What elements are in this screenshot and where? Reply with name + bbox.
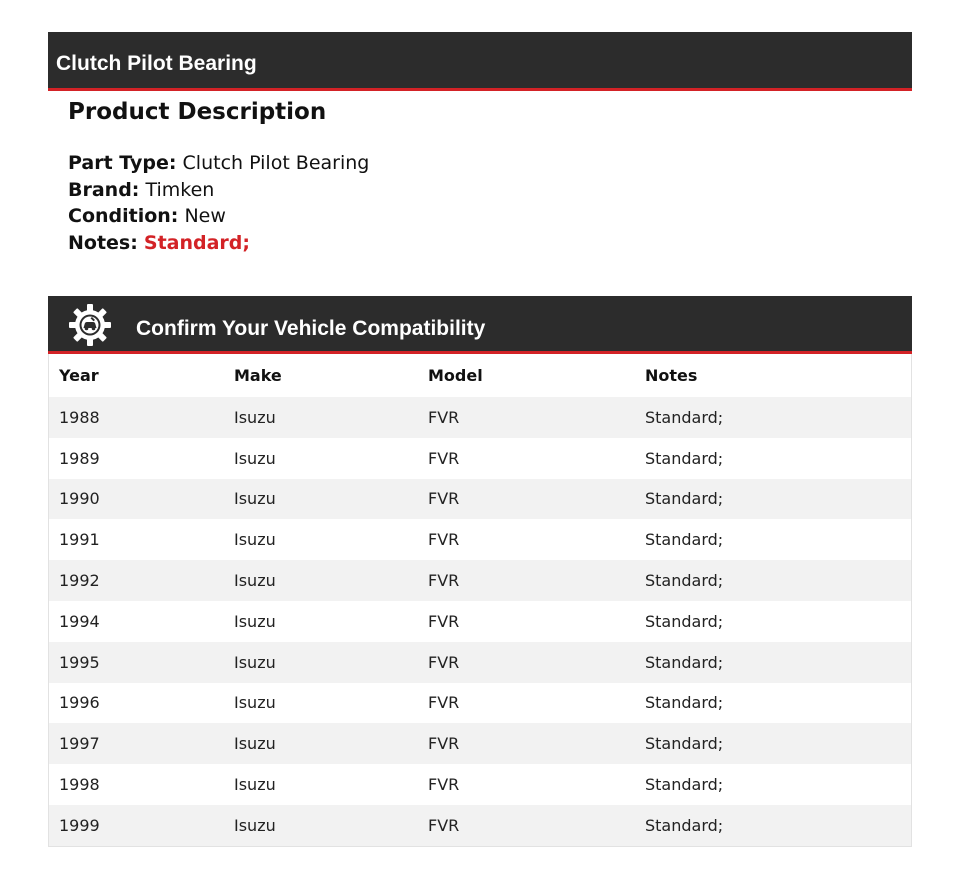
cell-year: 1991 bbox=[49, 519, 224, 560]
cell-make: Isuzu bbox=[224, 723, 418, 764]
cell-year: 1989 bbox=[49, 438, 224, 479]
field-brand bbox=[68, 177, 888, 204]
column-header-year: Year bbox=[59, 366, 99, 385]
table-body bbox=[49, 397, 911, 846]
field-condition bbox=[68, 203, 888, 230]
cell-year: 1992 bbox=[49, 560, 224, 601]
cell-make: Isuzu bbox=[224, 397, 418, 438]
field-value: Timken bbox=[145, 178, 215, 201]
table-row bbox=[49, 642, 911, 683]
product-description bbox=[68, 96, 888, 256]
cell-make: Isuzu bbox=[224, 601, 418, 642]
column-header-notes: Notes bbox=[645, 366, 698, 385]
cell-year: 1988 bbox=[49, 397, 224, 438]
table-row bbox=[49, 601, 911, 642]
field-label: Notes: bbox=[68, 231, 138, 254]
field-value: New bbox=[184, 205, 226, 227]
table-row bbox=[49, 723, 911, 764]
column-header-make: Make bbox=[234, 366, 282, 385]
cell-notes: Standard; bbox=[635, 723, 911, 764]
cell-model: FVR bbox=[418, 519, 635, 560]
cell-make: Isuzu bbox=[224, 805, 418, 846]
cell-year: 1997 bbox=[49, 723, 224, 764]
cell-notes: Standard; bbox=[635, 560, 911, 601]
cell-notes: Standard; bbox=[635, 438, 911, 479]
cell-year: 1994 bbox=[49, 601, 224, 642]
table-row bbox=[49, 764, 911, 805]
field-label: Brand: bbox=[68, 178, 140, 201]
cell-year: 1996 bbox=[49, 683, 224, 724]
cell-year: 1995 bbox=[49, 642, 224, 683]
cell-model: FVR bbox=[418, 479, 635, 520]
cell-make: Isuzu bbox=[224, 642, 418, 683]
cell-notes: Standard; bbox=[635, 683, 911, 724]
cell-notes: Standard; bbox=[635, 805, 911, 846]
cell-model: FVR bbox=[418, 438, 635, 479]
field-label: Part Type: bbox=[68, 152, 177, 174]
cell-model: FVR bbox=[418, 683, 635, 724]
cell-make: Isuzu bbox=[224, 764, 418, 805]
cell-model: FVR bbox=[418, 397, 635, 438]
cell-make: Isuzu bbox=[224, 683, 418, 724]
cell-make: Isuzu bbox=[224, 560, 418, 601]
cell-notes: Standard; bbox=[635, 601, 911, 642]
cell-model: FVR bbox=[418, 601, 635, 642]
cell-model: FVR bbox=[418, 560, 635, 601]
compatibility-title: Confirm Your Vehicle Compatibility bbox=[136, 317, 486, 340]
compatibility-header bbox=[48, 296, 912, 354]
field-part-type bbox=[68, 150, 888, 177]
table-row bbox=[49, 805, 911, 846]
cell-year: 1998 bbox=[49, 764, 224, 805]
cell-notes: Standard; bbox=[635, 764, 911, 805]
description-fields bbox=[68, 150, 888, 256]
cell-year: 1990 bbox=[49, 479, 224, 520]
product-title: Clutch Pilot Bearing bbox=[56, 52, 257, 75]
table-row bbox=[49, 397, 911, 438]
field-value-notes: Standard; bbox=[143, 231, 250, 254]
compatibility-table bbox=[48, 354, 912, 847]
cell-notes: Standard; bbox=[635, 479, 911, 520]
table-row bbox=[49, 560, 911, 601]
field-notes bbox=[68, 230, 888, 257]
table-row bbox=[49, 519, 911, 560]
cell-model: FVR bbox=[418, 805, 635, 846]
table-row bbox=[49, 683, 911, 724]
cell-make: Isuzu bbox=[224, 438, 418, 479]
description-heading: Product Description bbox=[68, 99, 327, 125]
field-value: Clutch Pilot Bearing bbox=[182, 152, 370, 174]
cell-year: 1999 bbox=[49, 805, 224, 846]
table-header-row bbox=[49, 354, 911, 397]
cell-model: FVR bbox=[418, 723, 635, 764]
cell-make: Isuzu bbox=[224, 479, 418, 520]
table-row bbox=[49, 438, 911, 479]
cell-notes: Standard; bbox=[635, 642, 911, 683]
product-title-bar bbox=[48, 32, 912, 91]
cell-notes: Standard; bbox=[635, 519, 911, 560]
column-header-model: Model bbox=[428, 366, 483, 385]
cell-model: FVR bbox=[418, 764, 635, 805]
cell-model: FVR bbox=[418, 642, 635, 683]
cell-notes: Standard; bbox=[635, 397, 911, 438]
cell-make: Isuzu bbox=[224, 519, 418, 560]
gear-car-icon bbox=[68, 303, 112, 347]
field-label: Condition: bbox=[68, 205, 179, 227]
table-row bbox=[49, 479, 911, 520]
